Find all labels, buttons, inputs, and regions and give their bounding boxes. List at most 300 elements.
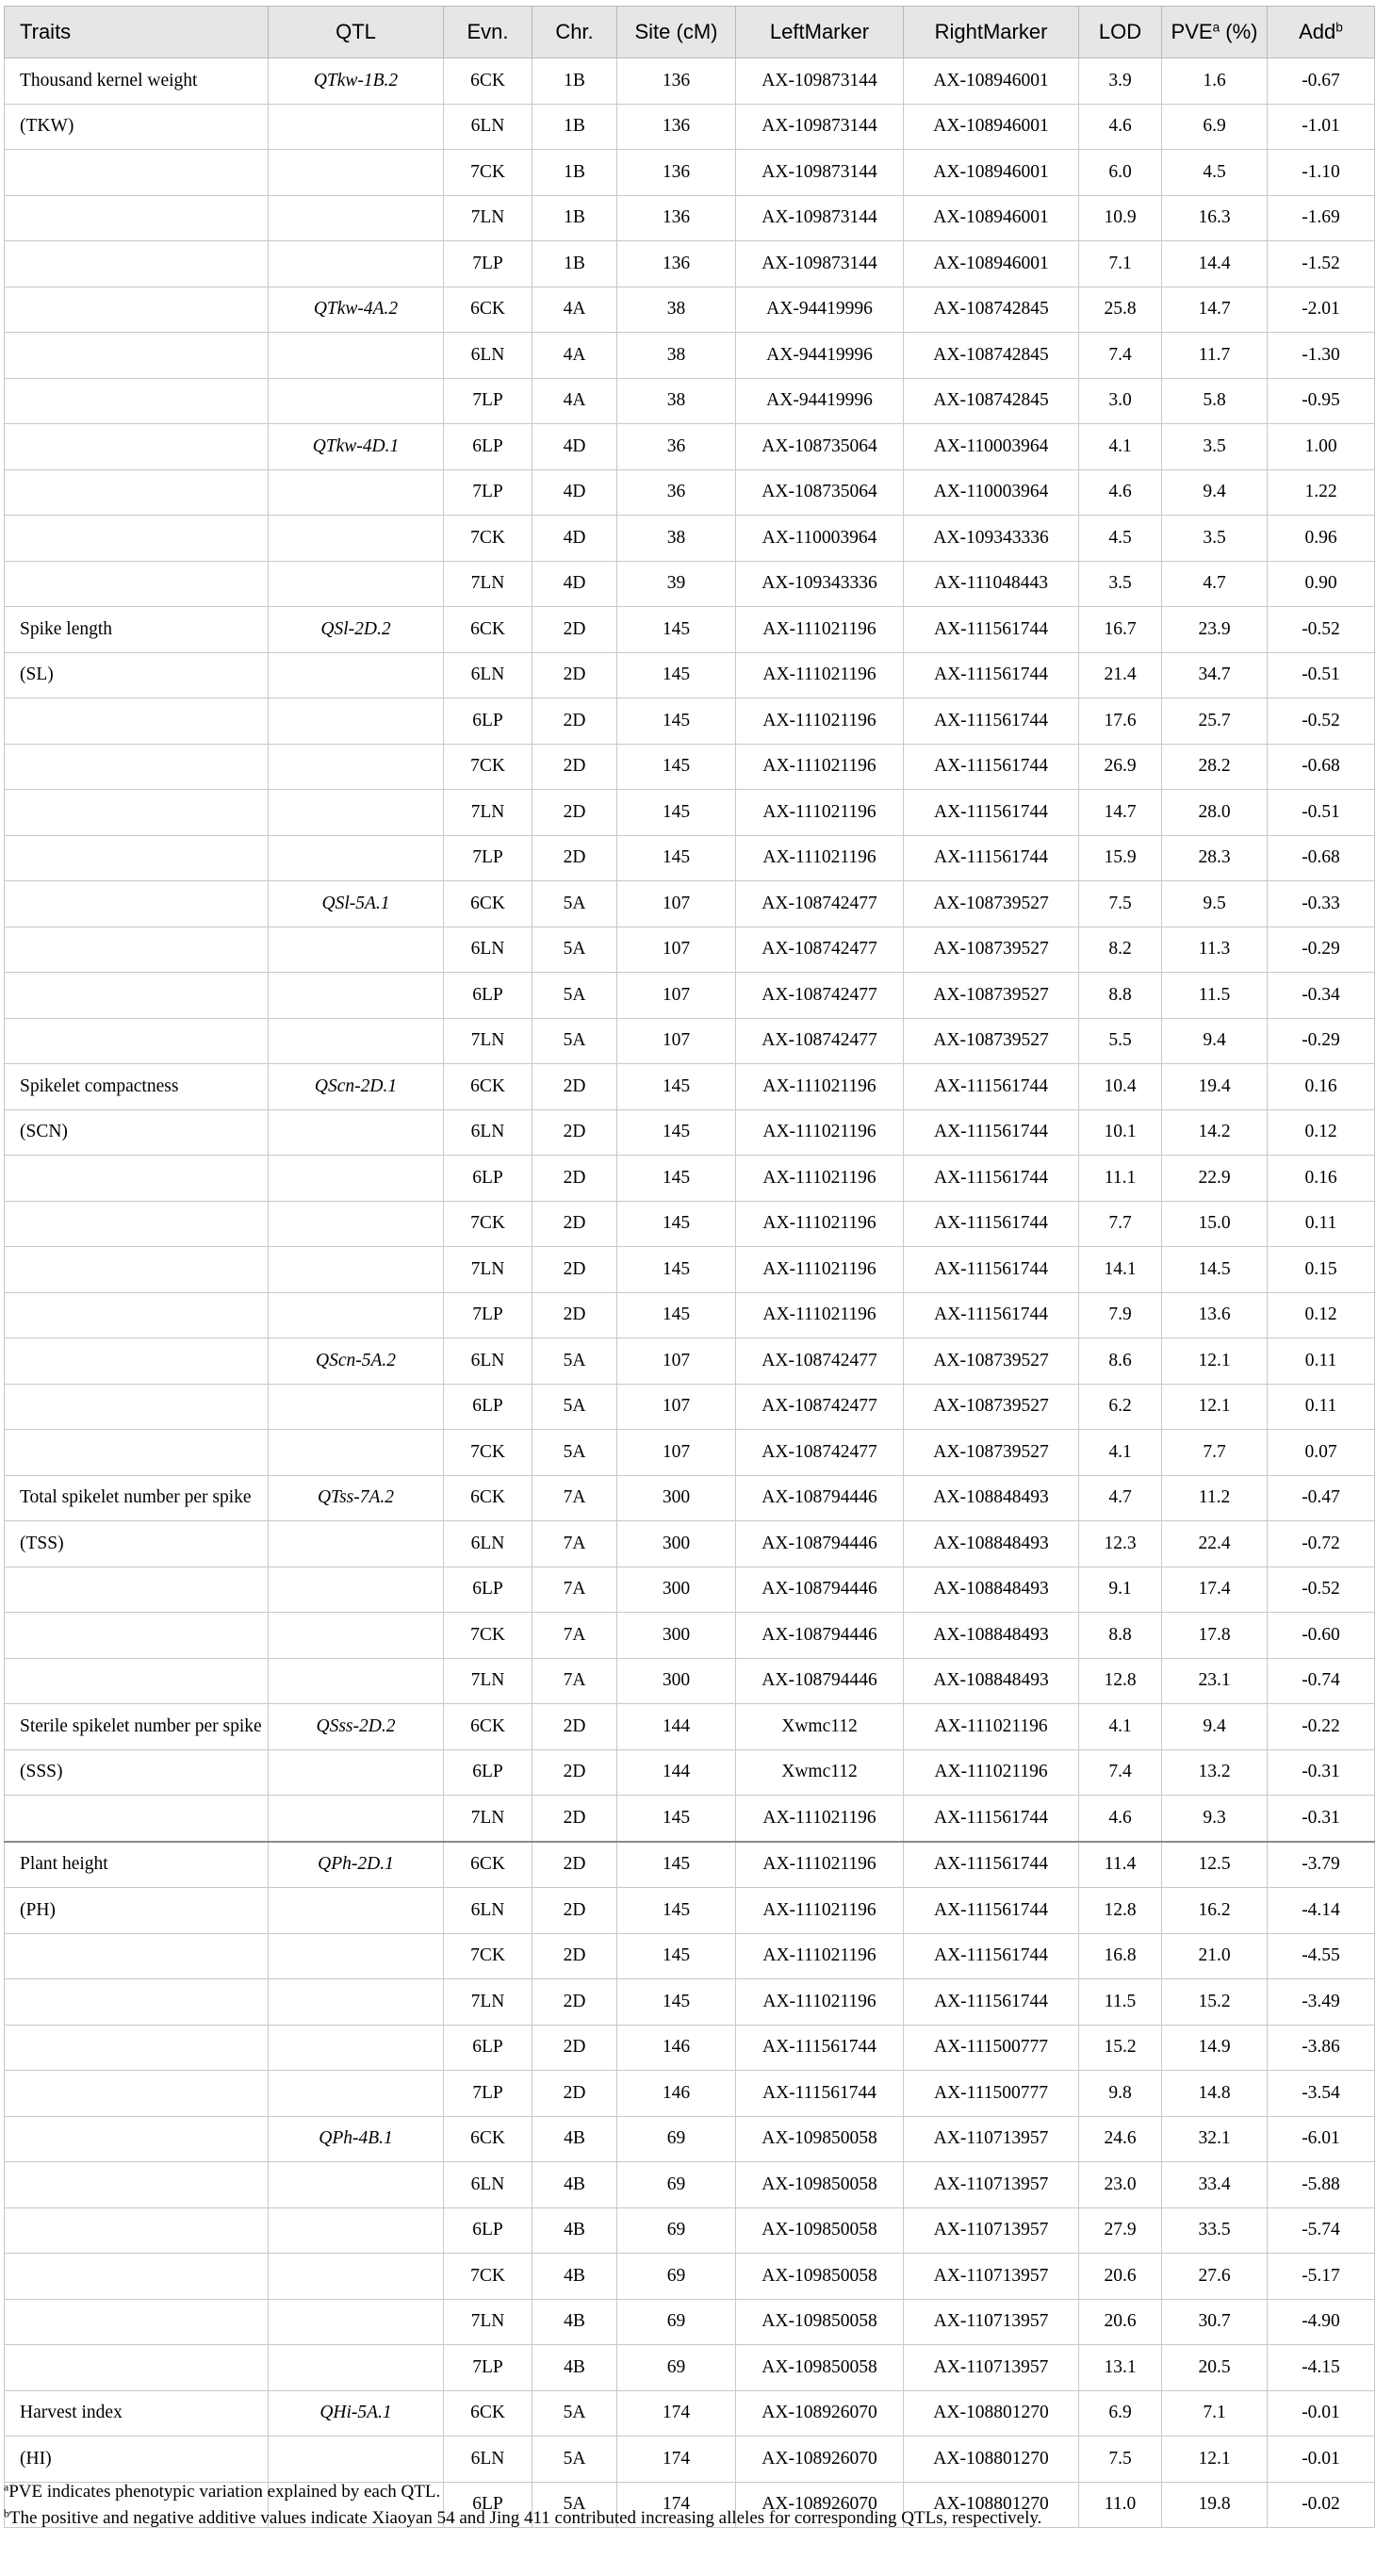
cell-evn: 7LN (444, 561, 532, 607)
cell-evn: 7LN (444, 1018, 532, 1064)
cell-left-marker: AX-111021196 (736, 1201, 904, 1247)
cell-right-marker: AX-110713957 (904, 2254, 1079, 2300)
cell-left-marker: AX-108794446 (736, 1475, 904, 1521)
cell-right-marker: AX-108946001 (904, 241, 1079, 287)
table-row (5, 241, 1375, 287)
cell-left-marker: AX-109873144 (736, 150, 904, 196)
cell-lod: 7.7 (1079, 1201, 1162, 1247)
cell-right-marker: AX-108946001 (904, 150, 1079, 196)
cell-add: -0.52 (1268, 698, 1375, 745)
table-row (5, 1658, 1375, 1704)
cell-site: 107 (617, 1018, 736, 1064)
cell-pve: 12.1 (1162, 1338, 1268, 1385)
cell-right-marker: AX-111561744 (904, 1888, 1079, 1934)
cell-right-marker: AX-110003964 (904, 469, 1079, 516)
cell-right-marker: AX-110713957 (904, 2116, 1079, 2162)
cell-add: -1.69 (1268, 195, 1375, 241)
cell-site: 300 (617, 1521, 736, 1567)
cell-lod: 8.8 (1079, 973, 1162, 1019)
cell-lod: 14.7 (1079, 790, 1162, 836)
cell-chr: 4A (532, 378, 617, 424)
cell-pve: 21.0 (1162, 1933, 1268, 1979)
cell-trait (5, 1201, 269, 1247)
cell-site: 145 (617, 1109, 736, 1156)
table-row (5, 287, 1375, 333)
cell-pve: 30.7 (1162, 2299, 1268, 2345)
cell-site: 145 (617, 1933, 736, 1979)
cell-evn: 6LN (444, 2162, 532, 2208)
table-row (5, 1247, 1375, 1293)
cell-pve: 1.6 (1162, 58, 1268, 105)
cell-evn: 7LN (444, 1796, 532, 1842)
table-row (5, 1475, 1375, 1521)
cell-evn: 6LN (444, 333, 532, 379)
cell-qtl (269, 1247, 444, 1293)
cell-chr: 2D (532, 698, 617, 745)
cell-site: 69 (617, 2345, 736, 2391)
cell-chr: 5A (532, 1018, 617, 1064)
table-row (5, 333, 1375, 379)
cell-add: -0.52 (1268, 1567, 1375, 1613)
cell-trait (5, 378, 269, 424)
table-row (5, 1888, 1375, 1934)
table-row (5, 1018, 1375, 1064)
cell-evn: 6LN (444, 2437, 532, 2483)
cell-evn: 6LP (444, 698, 532, 745)
cell-right-marker: AX-111561744 (904, 1933, 1079, 1979)
cell-add: 0.12 (1268, 1292, 1375, 1338)
cell-chr: 2D (532, 835, 617, 881)
cell-pve: 16.2 (1162, 1888, 1268, 1934)
header-chr: Chr. (532, 7, 617, 58)
table-row (5, 424, 1375, 470)
header-pve (1162, 7, 1268, 58)
cell-trait (5, 2207, 269, 2254)
cell-evn: 6CK (444, 2390, 532, 2437)
cell-add: -0.34 (1268, 973, 1375, 1019)
cell-site: 136 (617, 195, 736, 241)
cell-left-marker: AX-94419996 (736, 378, 904, 424)
cell-add: -1.30 (1268, 333, 1375, 379)
table-row (5, 469, 1375, 516)
cell-trait (5, 2071, 269, 2117)
cell-trait: Harvest index (5, 2390, 269, 2437)
cell-site: 136 (617, 150, 736, 196)
cell-add: -0.33 (1268, 881, 1375, 927)
cell-left-marker: AX-110003964 (736, 516, 904, 562)
cell-chr: 4B (532, 2254, 617, 2300)
cell-qtl (269, 241, 444, 287)
cell-site: 38 (617, 333, 736, 379)
table-row (5, 1979, 1375, 2026)
cell-trait: Total spikelet number per spike (5, 1475, 269, 1521)
cell-chr: 2D (532, 744, 617, 790)
cell-pve: 14.8 (1162, 2071, 1268, 2117)
footnote-a-text: PVE indicates phenotypic variation explained by each QTL. (8, 2482, 441, 2502)
table-row (5, 2299, 1375, 2345)
cell-qtl (269, 1018, 444, 1064)
cell-pve: 14.5 (1162, 1247, 1268, 1293)
cell-chr: 4B (532, 2116, 617, 2162)
cell-left-marker: AX-108742477 (736, 973, 904, 1019)
cell-add: -0.47 (1268, 1475, 1375, 1521)
cell-lod: 16.8 (1079, 1933, 1162, 1979)
table-row (5, 150, 1375, 196)
cell-add: -1.10 (1268, 150, 1375, 196)
cell-site: 300 (617, 1613, 736, 1659)
table-row (5, 58, 1375, 105)
cell-add: -2.01 (1268, 287, 1375, 333)
cell-qtl (269, 1888, 444, 1934)
cell-evn: 7LN (444, 1979, 532, 2026)
cell-trait (5, 333, 269, 379)
cell-evn: 6CK (444, 881, 532, 927)
cell-pve: 32.1 (1162, 2116, 1268, 2162)
cell-add: -4.15 (1268, 2345, 1375, 2391)
cell-pve: 12.5 (1162, 1842, 1268, 1888)
cell-lod: 27.9 (1079, 2207, 1162, 2254)
cell-evn: 6CK (444, 287, 532, 333)
cell-trait (5, 287, 269, 333)
table-row (5, 927, 1375, 973)
footnote-a (4, 2479, 1041, 2505)
cell-right-marker: AX-111561744 (904, 744, 1079, 790)
cell-right-marker: AX-108848493 (904, 1475, 1079, 1521)
cell-evn: 6LP (444, 424, 532, 470)
qtl-table (4, 6, 1375, 2528)
cell-chr: 7A (532, 1613, 617, 1659)
cell-site: 145 (617, 1842, 736, 1888)
cell-chr: 2D (532, 1979, 617, 2026)
cell-add: -0.60 (1268, 1613, 1375, 1659)
cell-right-marker: AX-111021196 (904, 1704, 1079, 1750)
header-pve-unit: (%) (1220, 20, 1258, 43)
cell-qtl (269, 698, 444, 745)
cell-site: 145 (617, 790, 736, 836)
cell-site: 174 (617, 2482, 736, 2528)
cell-left-marker: AX-94419996 (736, 287, 904, 333)
cell-lod: 11.5 (1079, 1979, 1162, 2026)
cell-chr: 2D (532, 1247, 617, 1293)
cell-pve: 28.2 (1162, 744, 1268, 790)
cell-chr: 5A (532, 1338, 617, 1385)
cell-chr: 2D (532, 1156, 617, 1202)
cell-evn: 7LN (444, 195, 532, 241)
cell-add: -4.14 (1268, 1888, 1375, 1934)
table-row (5, 2437, 1375, 2483)
cell-chr: 1B (532, 150, 617, 196)
cell-qtl (269, 1384, 444, 1430)
cell-qtl (269, 1796, 444, 1842)
cell-trait (5, 1567, 269, 1613)
cell-site: 145 (617, 1247, 736, 1293)
cell-qtl (269, 973, 444, 1019)
cell-left-marker: AX-108794446 (736, 1567, 904, 1613)
cell-qtl: QTkw-4A.2 (269, 287, 444, 333)
cell-site: 69 (617, 2162, 736, 2208)
cell-qtl (269, 2071, 444, 2117)
cell-site: 69 (617, 2299, 736, 2345)
cell-left-marker: AX-108742477 (736, 1338, 904, 1385)
cell-right-marker: AX-108848493 (904, 1567, 1079, 1613)
header-lod: LOD (1079, 7, 1162, 58)
cell-qtl (269, 2437, 444, 2483)
cell-chr: 2D (532, 1749, 617, 1796)
cell-pve: 15.2 (1162, 1979, 1268, 2026)
cell-lod: 15.2 (1079, 2025, 1162, 2071)
cell-right-marker: AX-108946001 (904, 58, 1079, 105)
cell-add: 0.16 (1268, 1064, 1375, 1110)
cell-lod: 6.9 (1079, 2390, 1162, 2437)
cell-right-marker: AX-108801270 (904, 2390, 1079, 2437)
cell-right-marker: AX-111561744 (904, 1064, 1079, 1110)
table-row (5, 2254, 1375, 2300)
cell-left-marker: Xwmc112 (736, 1704, 904, 1750)
cell-add: -3.79 (1268, 1842, 1375, 1888)
cell-right-marker: AX-111561744 (904, 1292, 1079, 1338)
cell-evn: 7CK (444, 516, 532, 562)
cell-site: 144 (617, 1704, 736, 1750)
cell-evn: 6LN (444, 1521, 532, 1567)
table-row (5, 1064, 1375, 1110)
footnote-b-text: The positive and negative additive values indicate Xiaoyan 54 and Jing 411 contributed increasing alleles for corresponding QTLs, respectively. (8, 2508, 1042, 2528)
cell-evn: 6LN (444, 104, 532, 150)
cell-trait (5, 1796, 269, 1842)
cell-left-marker: AX-108794446 (736, 1658, 904, 1704)
header-pve-label: PVE (1171, 20, 1213, 43)
cell-evn: 6LP (444, 2025, 532, 2071)
cell-evn: 7CK (444, 1933, 532, 1979)
cell-site: 38 (617, 287, 736, 333)
cell-right-marker: AX-111561744 (904, 1796, 1079, 1842)
cell-qtl (269, 1613, 444, 1659)
cell-right-marker: AX-108742845 (904, 378, 1079, 424)
cell-right-marker: AX-110003964 (904, 424, 1079, 470)
cell-right-marker: AX-110713957 (904, 2299, 1079, 2345)
table-header (5, 7, 1375, 58)
table-row (5, 1796, 1375, 1842)
cell-right-marker: AX-111561744 (904, 835, 1079, 881)
cell-left-marker: AX-94419996 (736, 333, 904, 379)
table-row (5, 973, 1375, 1019)
cell-left-marker: AX-108926070 (736, 2390, 904, 2437)
cell-evn: 7LN (444, 1247, 532, 1293)
cell-lod: 10.4 (1079, 1064, 1162, 1110)
cell-qtl (269, 1658, 444, 1704)
cell-site: 136 (617, 241, 736, 287)
cell-trait: Spike length (5, 607, 269, 653)
cell-evn: 6LN (444, 1888, 532, 1934)
cell-left-marker: AX-108742477 (736, 1018, 904, 1064)
table-row (5, 1292, 1375, 1338)
cell-left-marker: AX-111021196 (736, 744, 904, 790)
cell-right-marker: AX-111561744 (904, 1201, 1079, 1247)
cell-right-marker: AX-111021196 (904, 1749, 1079, 1796)
cell-pve: 7.7 (1162, 1430, 1268, 1476)
cell-pve: 22.9 (1162, 1156, 1268, 1202)
cell-add: -0.31 (1268, 1749, 1375, 1796)
cell-trait (5, 1430, 269, 1476)
cell-chr: 4B (532, 2162, 617, 2208)
header-pve-sup: a (1212, 20, 1220, 35)
cell-evn: 7LN (444, 790, 532, 836)
cell-evn: 6CK (444, 1475, 532, 1521)
cell-qtl (269, 2345, 444, 2391)
cell-add: -3.86 (1268, 2025, 1375, 2071)
cell-left-marker: AX-108794446 (736, 1613, 904, 1659)
cell-site: 300 (617, 1658, 736, 1704)
cell-left-marker: AX-108742477 (736, 1430, 904, 1476)
footnotes (4, 2479, 1041, 2532)
cell-qtl (269, 2207, 444, 2254)
cell-pve: 11.3 (1162, 927, 1268, 973)
cell-site: 36 (617, 469, 736, 516)
cell-lod: 5.5 (1079, 1018, 1162, 1064)
cell-add: -0.02 (1268, 2482, 1375, 2528)
cell-trait (5, 973, 269, 1019)
cell-trait (5, 2345, 269, 2391)
cell-chr: 4D (532, 561, 617, 607)
cell-lod: 11.1 (1079, 1156, 1162, 1202)
cell-qtl: QPh-2D.1 (269, 1842, 444, 1888)
cell-trait (5, 881, 269, 927)
table-row (5, 1109, 1375, 1156)
cell-pve: 14.7 (1162, 287, 1268, 333)
table-row (5, 835, 1375, 881)
cell-chr: 2D (532, 790, 617, 836)
cell-right-marker: AX-109343336 (904, 516, 1079, 562)
cell-add: -0.68 (1268, 744, 1375, 790)
table-row (5, 1933, 1375, 1979)
cell-lod: 4.1 (1079, 1704, 1162, 1750)
cell-chr: 1B (532, 195, 617, 241)
cell-pve: 9.4 (1162, 1704, 1268, 1750)
header-row (5, 7, 1375, 58)
footnote-b-marker: b (4, 2507, 9, 2520)
cell-pve: 12.1 (1162, 2437, 1268, 2483)
cell-add: -0.95 (1268, 378, 1375, 424)
cell-evn: 6LN (444, 1109, 532, 1156)
cell-qtl (269, 1109, 444, 1156)
cell-left-marker: AX-109850058 (736, 2207, 904, 2254)
cell-left-marker: AX-111021196 (736, 835, 904, 881)
cell-chr: 2D (532, 1109, 617, 1156)
header-evn: Evn. (444, 7, 532, 58)
cell-qtl (269, 150, 444, 196)
table-row (5, 1384, 1375, 1430)
cell-left-marker: AX-111021196 (736, 607, 904, 653)
cell-add: -4.90 (1268, 2299, 1375, 2345)
cell-chr: 1B (532, 58, 617, 105)
cell-pve: 13.6 (1162, 1292, 1268, 1338)
cell-left-marker: AX-109850058 (736, 2162, 904, 2208)
cell-left-marker: AX-108735064 (736, 469, 904, 516)
cell-lod: 21.4 (1079, 652, 1162, 698)
cell-right-marker: AX-111500777 (904, 2071, 1079, 2117)
cell-right-marker: AX-108801270 (904, 2482, 1079, 2528)
header-add (1268, 7, 1375, 58)
cell-right-marker: AX-111561744 (904, 790, 1079, 836)
cell-qtl (269, 2254, 444, 2300)
cell-trait: Sterile spikelet number per spike (5, 1704, 269, 1750)
cell-qtl (269, 2025, 444, 2071)
cell-chr: 7A (532, 1475, 617, 1521)
cell-lod: 9.8 (1079, 2071, 1162, 2117)
cell-evn: 6CK (444, 1704, 532, 1750)
cell-pve: 14.9 (1162, 2025, 1268, 2071)
cell-lod: 14.1 (1079, 1247, 1162, 1293)
cell-evn: 7LP (444, 1292, 532, 1338)
cell-chr: 5A (532, 2390, 617, 2437)
cell-right-marker: AX-108848493 (904, 1658, 1079, 1704)
cell-right-marker: AX-108946001 (904, 195, 1079, 241)
cell-left-marker: AX-111021196 (736, 1156, 904, 1202)
cell-chr: 5A (532, 1430, 617, 1476)
table-row (5, 1704, 1375, 1750)
cell-right-marker: AX-111561744 (904, 1109, 1079, 1156)
cell-lod: 12.8 (1079, 1888, 1162, 1934)
cell-qtl (269, 104, 444, 150)
table-row (5, 1842, 1375, 1888)
cell-add: -4.55 (1268, 1933, 1375, 1979)
table-row (5, 195, 1375, 241)
cell-add: 0.11 (1268, 1384, 1375, 1430)
cell-lod: 16.7 (1079, 607, 1162, 653)
cell-left-marker: AX-111561744 (736, 2071, 904, 2117)
cell-site: 145 (617, 607, 736, 653)
table-body (5, 58, 1375, 2528)
cell-trait (5, 835, 269, 881)
table-row (5, 1201, 1375, 1247)
cell-lod: 4.6 (1079, 104, 1162, 150)
cell-lod: 11.0 (1079, 2482, 1162, 2528)
cell-site: 174 (617, 2437, 736, 2483)
cell-right-marker: AX-108739527 (904, 1018, 1079, 1064)
cell-lod: 23.0 (1079, 2162, 1162, 2208)
table-row (5, 2162, 1375, 2208)
cell-chr: 2D (532, 652, 617, 698)
cell-lod: 3.9 (1079, 58, 1162, 105)
cell-lod: 15.9 (1079, 835, 1162, 881)
cell-add: -0.31 (1268, 1796, 1375, 1842)
cell-pve: 16.3 (1162, 195, 1268, 241)
cell-add: -0.01 (1268, 2390, 1375, 2437)
cell-right-marker: AX-108801270 (904, 2437, 1079, 2483)
cell-lod: 26.9 (1079, 744, 1162, 790)
cell-trait (5, 1338, 269, 1385)
cell-site: 145 (617, 1796, 736, 1842)
cell-right-marker: AX-111561744 (904, 652, 1079, 698)
cell-trait (5, 1658, 269, 1704)
cell-pve: 7.1 (1162, 2390, 1268, 2437)
cell-trait: (SCN) (5, 1109, 269, 1156)
cell-pve: 5.8 (1162, 378, 1268, 424)
cell-chr: 2D (532, 1842, 617, 1888)
cell-qtl: QTss-7A.2 (269, 1475, 444, 1521)
cell-right-marker: AX-111561744 (904, 698, 1079, 745)
cell-evn: 6LN (444, 652, 532, 698)
table-row (5, 104, 1375, 150)
cell-pve: 33.4 (1162, 2162, 1268, 2208)
cell-add: -1.01 (1268, 104, 1375, 150)
cell-lod: 8.8 (1079, 1613, 1162, 1659)
cell-lod: 4.6 (1079, 1796, 1162, 1842)
cell-chr: 2D (532, 2071, 617, 2117)
header-left-marker: LeftMarker (736, 7, 904, 58)
cell-lod: 4.5 (1079, 516, 1162, 562)
cell-right-marker: AX-111048443 (904, 561, 1079, 607)
cell-site: 107 (617, 881, 736, 927)
